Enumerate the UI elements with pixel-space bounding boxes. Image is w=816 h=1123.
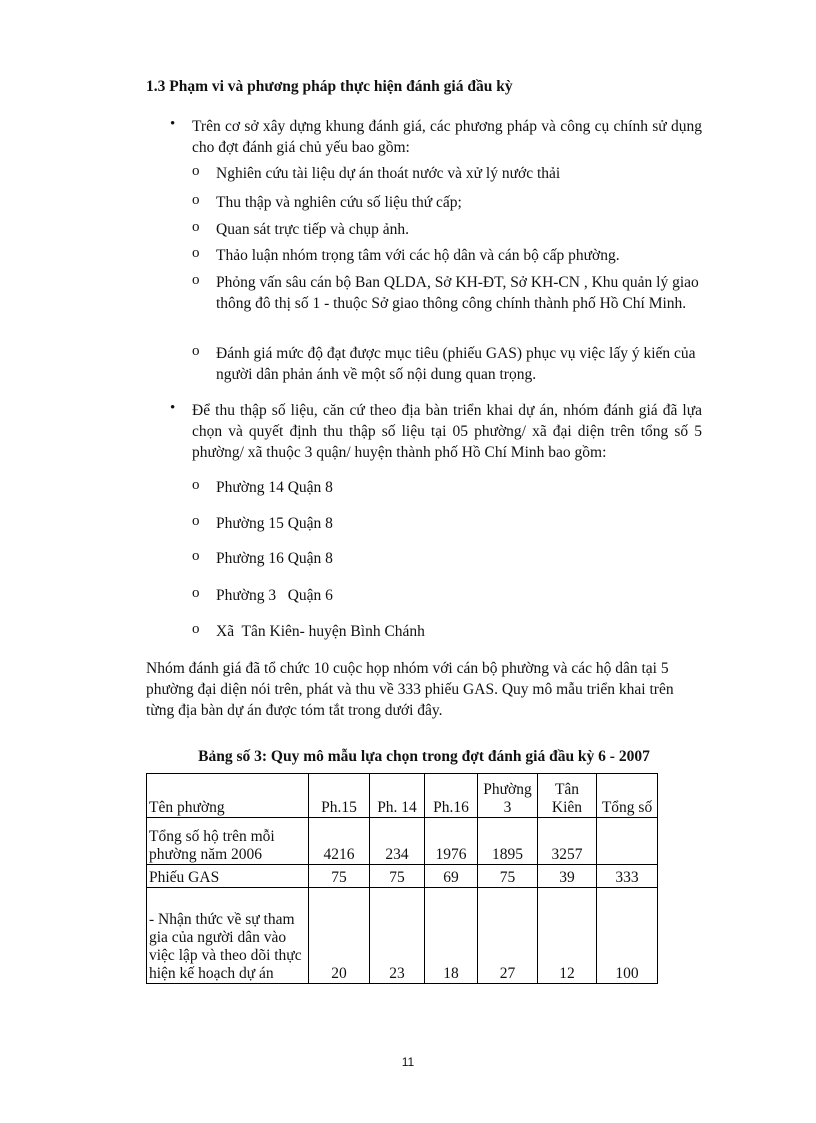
ward-item: Phường 3 Quận 6 — [216, 587, 333, 604]
sub-bullet-marker: o — [192, 513, 200, 529]
sub-bullet-marker: o — [192, 272, 200, 288]
sub-bullet-marker: o — [192, 621, 200, 637]
table-cell: 234 — [370, 818, 425, 865]
sub-bullet-marker: o — [192, 245, 200, 261]
table-cell: Ph.15 — [309, 774, 370, 818]
sub-bullet-marker: o — [192, 477, 200, 493]
table-cell: 1976 — [425, 818, 478, 865]
table-cell: 69 — [425, 865, 478, 888]
summary-paragraph: Nhóm đánh giá đã tổ chức 10 cuộc họp nhóm với cán bộ phường và các hộ dân tại 5 phường đại diện nói trên, phát và thu về 333 phiếu GAS. Quy mô mẫu triển khai trên từng địa bàn dự án được tóm tắt trong dưới đây. — [146, 660, 674, 719]
table-cell: 75 — [309, 865, 370, 888]
method-item: Quan sát trực tiếp và chụp ảnh. — [216, 221, 410, 238]
method-item: Đánh giá mức độ đạt được mục tiêu (phiếu GAS) phục vụ việc lấy ý kiến của người dân phản ánh về một số nội dung quan trọng. — [216, 345, 696, 383]
table-cell: Phiếu GAS — [147, 865, 309, 888]
table-row — [147, 774, 658, 818]
table-cell: 75 — [370, 865, 425, 888]
table-cell — [597, 818, 658, 865]
table-cell: 100 — [597, 888, 658, 984]
sub-bullet-marker: o — [192, 192, 200, 208]
table-cell: 18 — [425, 888, 478, 984]
table-cell: 75 — [478, 865, 538, 888]
table-cell: Tổng số hộ trên mỗi phường năm 2006 — [147, 818, 309, 865]
table-cell: Phường 3 — [478, 774, 538, 818]
method-item: Phỏng vấn sâu cán bộ Ban QLDA, Sở KH-ĐT, Sở KH-CN , Khu quản lý giao thông đô thị số 1 - thuộc Sở giao thông công chính thành phố Hồ Chí Minh. — [216, 274, 699, 312]
sub-bullet-marker: o — [192, 163, 200, 179]
ward-item: Phường 16 Quận 8 — [216, 550, 333, 567]
table-cell: Ph.16 — [425, 774, 478, 818]
bullet-wards-text: Để thu thập số liệu, căn cứ theo địa bàn triển khai dự án, nhóm đánh giá đã lựa chọn và quyết định thu thập số liệu tại 05 phường/ xã đại diện trên tổng số 5 phường/ xã thuộc 3 quận/ huyện thành phố Hồ Chí Minh bao gồm: — [192, 402, 702, 461]
ward-item: Phường 15 Quận 8 — [216, 515, 333, 532]
table-title: Bảng số 3: Quy mô mẫu lựa chọn trong đợt đánh giá đầu kỳ 6 - 2007 — [198, 748, 650, 765]
table-cell: 333 — [597, 865, 658, 888]
page-number: 11 — [401, 1055, 415, 1069]
table-row — [147, 888, 658, 984]
table-row — [147, 818, 658, 865]
bullet-marker: • — [170, 400, 176, 416]
table-cell: Tên phường — [147, 774, 309, 818]
sub-bullet-marker: o — [192, 585, 200, 601]
bullet-methods-text: Trên cơ sở xây dựng khung đánh giá, các phương pháp và công cụ chính sử dụng cho đợt đánh giá chủ yếu bao gồm: — [192, 118, 702, 156]
ward-item: Phường 14 Quận 8 — [216, 479, 333, 496]
table-cell: 12 — [538, 888, 597, 984]
table-cell: 39 — [538, 865, 597, 888]
table-cell: 3257 — [538, 818, 597, 865]
method-item: Thảo luận nhóm trọng tâm với các hộ dân và cán bộ cấp phường. — [216, 247, 620, 264]
section-heading: 1.3 Phạm vi và phương pháp thực hiện đánh giá đầu kỳ — [146, 78, 513, 95]
table-cell: - Nhận thức về sự tham gia của người dân vào việc lập và theo dõi thực hiện kế hoạch dự án — [147, 888, 309, 984]
table-cell: 23 — [370, 888, 425, 984]
method-item: Nghiên cứu tài liệu dự án thoát nước và xử lý nước thải — [216, 165, 561, 182]
table-cell: 27 — [478, 888, 538, 984]
bullet-marker: • — [170, 116, 176, 132]
table-cell: 4216 — [309, 818, 370, 865]
table-cell: Ph. 14 — [370, 774, 425, 818]
sample-size-table — [146, 773, 658, 984]
ward-item: Xã Tân Kiên- huyện Bình Chánh — [216, 623, 425, 640]
table-cell: Tổng số — [597, 774, 658, 818]
table-row — [147, 865, 658, 888]
method-item: Thu thập và nghiên cứu số liệu thứ cấp; — [216, 194, 462, 211]
sub-bullet-marker: o — [192, 343, 200, 359]
table-cell: 1895 — [478, 818, 538, 865]
table-cell: 20 — [309, 888, 370, 984]
sub-bullet-marker: o — [192, 548, 200, 564]
table-cell: Tân Kiên — [538, 774, 597, 818]
sub-bullet-marker: o — [192, 219, 200, 235]
